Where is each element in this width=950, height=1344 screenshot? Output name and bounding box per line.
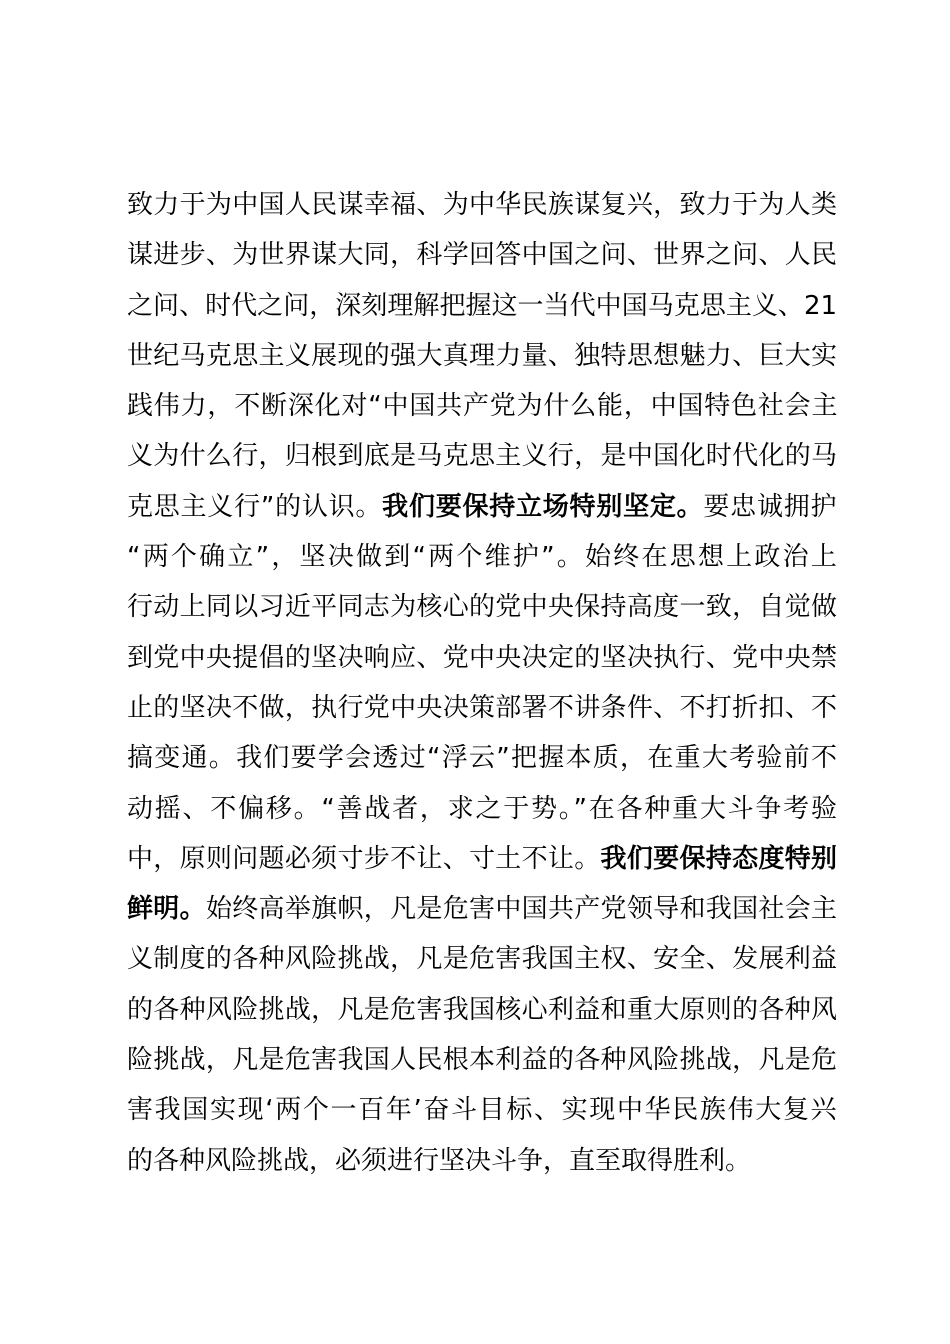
text-segment: 中，原则问题必须寸步不让、寸土不让。	[127, 843, 601, 874]
text-segment: 止的坚决不做，执行党中央决策部署不讲条件、不打折扣、不	[127, 692, 838, 723]
text-line	[127, 1035, 837, 1085]
text-line	[127, 934, 837, 984]
text-line	[127, 1085, 837, 1135]
text-segment: 之问、时代之问，深刻理解把握这一当代中国马克思主义、21	[127, 290, 838, 321]
text-line	[127, 683, 837, 733]
text-line	[127, 482, 837, 532]
text-line	[127, 230, 837, 280]
text-line	[127, 532, 840, 582]
text-line	[127, 381, 837, 431]
text-segment: 克思主义行”的认识。	[127, 491, 383, 522]
text-segment: “两个确立”，坚决做到“两个维护”。始终在思想上政治上	[127, 542, 840, 573]
text-line	[127, 884, 837, 934]
text-segment: 始终高举旗帜，凡是危害中国共产党领导和我国社会主	[205, 894, 838, 925]
text-line	[127, 1136, 837, 1186]
text-line	[127, 633, 837, 683]
text-line	[127, 582, 837, 632]
text-segment: 险挑战，凡是危害我国人民根本利益的各种风险挑战，凡是危	[127, 1045, 838, 1076]
text-segment: 的各种风险挑战，凡是危害我国核心利益和重大原则的各种风	[127, 994, 838, 1025]
text-segment: 践伟力，不断深化对“中国共产党为什么能，中国特色社会主	[127, 391, 839, 422]
text-segment: 害我国实现‘两个一百年’奋斗目标、实现中华民族伟大复兴	[127, 1095, 839, 1126]
bold-heading-segment: 我们要保持立场特别坚定。	[382, 491, 704, 522]
text-segment: 要忠诚拥护	[703, 491, 838, 522]
text-line	[127, 281, 837, 331]
bold-heading-segment: 我们要保持态度特别	[600, 843, 838, 874]
text-line	[127, 784, 837, 834]
text-segment: 行动上同以习近平同志为核心的党中央保持高度一致，自觉做	[127, 592, 838, 623]
text-segment: 动摇、不偏移。“善战者，求之于势。”在各种重大斗争考验	[127, 793, 839, 824]
text-segment: 谋进步、为世界谋大同，科学回答中国之问、世界之问、人民	[127, 240, 838, 271]
text-line	[127, 180, 837, 230]
text-line	[127, 834, 837, 884]
text-segment: 致力于为中国人民谋幸福、为中华民族谋复兴，致力于为人类	[127, 190, 838, 220]
text-line	[127, 431, 837, 481]
text-segment: 世纪马克思主义展现的强大真理力量、独特思想魅力、巨大实	[127, 340, 838, 371]
text-line	[127, 985, 837, 1035]
text-segment: 的各种风险挑战，必须进行坚决斗争，直至取得胜利。	[127, 1145, 752, 1176]
text-segment: 义制度的各种风险挑战，凡是危害我国主权、安全、发展利益	[127, 944, 838, 975]
text-segment: 搞变通。我们要学会透过“浮云”把握本质，在重大考验前不	[127, 743, 839, 774]
text-line	[127, 331, 837, 381]
text-segment: 到党中央提倡的坚决响应、党中央决定的坚决执行、党中央禁	[127, 642, 838, 673]
text-segment: 义为什么行，归根到底是马克思主义行，是中国化时代化的马	[127, 441, 838, 472]
text-line	[127, 733, 837, 783]
bold-heading-segment: 鲜明。	[127, 894, 206, 925]
body-paragraph	[127, 180, 840, 1186]
